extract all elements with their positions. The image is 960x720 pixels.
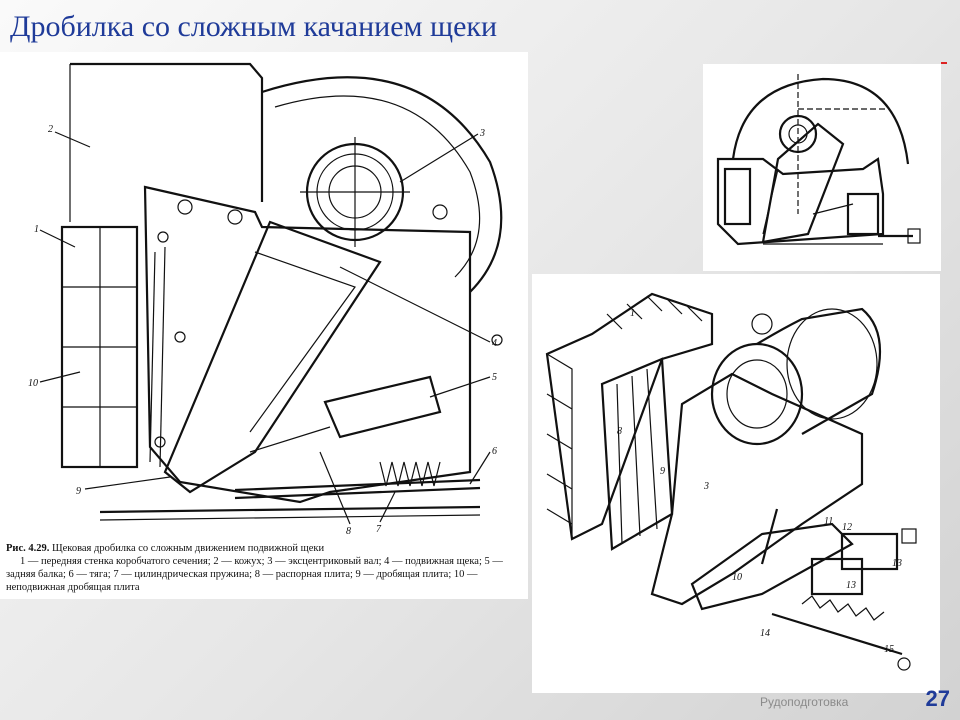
main-label-5: 5	[492, 372, 497, 383]
main-label-3: 3	[480, 128, 485, 139]
schematic-svg	[703, 64, 941, 271]
main-label-1: 1	[34, 224, 39, 235]
caption-figure-number: Рис. 4.29.	[6, 543, 50, 554]
crusher-schematic	[703, 64, 941, 271]
iso-label-8: 8	[617, 426, 622, 437]
iso-label-3: 3	[704, 481, 709, 492]
iso-label-13a: 13	[846, 580, 856, 591]
slide-footer: Рудоподготовка	[760, 695, 849, 709]
caption-legend: 1 — передняя стенка коробчатого сечения; 2 — кожух; 3 — эксцентриковый вал; 4 — подвижная щека; 5 — задняя балка; 6 — тяга; 7 — цилиндрическая пружина; 8 — распорная плита; 9 — дробящая плита; 10 — неподвижная дробящая плита	[6, 556, 503, 593]
iso-label-15: 15	[884, 644, 894, 655]
main-label-6: 6	[492, 446, 497, 457]
section-drawing-svg	[0, 52, 528, 599]
figure-caption	[6, 542, 524, 594]
main-label-2: 2	[48, 124, 53, 135]
main-label-4: 4	[492, 338, 497, 349]
page-number: 27	[925, 686, 950, 711]
red-mark	[941, 62, 947, 64]
iso-label-10: 10	[732, 572, 742, 583]
iso-label-12: 12	[842, 522, 852, 533]
slide-title: Дробилка со сложным качанием щеки	[10, 10, 498, 43]
main-label-9: 9	[76, 486, 81, 497]
main-label-7: 7	[376, 524, 381, 535]
iso-label-11: 11	[824, 516, 834, 527]
iso-label-13b: 13	[892, 558, 902, 569]
iso-label-1: 1	[630, 308, 635, 319]
crusher-section-drawing	[0, 52, 528, 599]
main-label-8: 8	[346, 526, 351, 537]
crusher-isometric-drawing	[532, 274, 940, 693]
iso-label-14: 14	[760, 628, 770, 639]
iso-label-9: 9	[660, 466, 665, 477]
main-label-10: 10	[28, 378, 38, 389]
caption-title: Щековая дробилка со сложным движением подвижной щеки	[52, 543, 325, 554]
isometric-svg	[532, 274, 940, 693]
